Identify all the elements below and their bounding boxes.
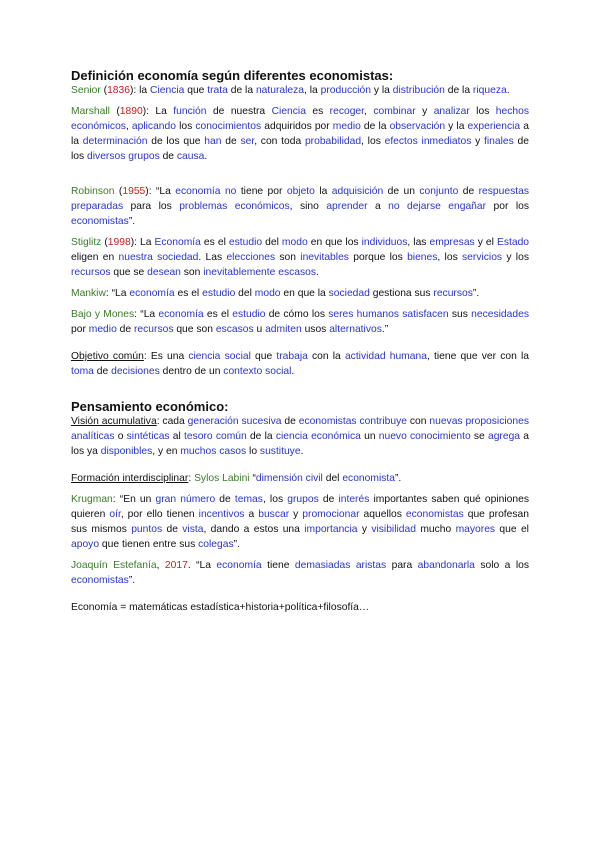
keyword: conjunto (419, 186, 459, 197)
text-run: de cómo los (265, 309, 329, 320)
text-run: con la (307, 351, 345, 362)
keyword: analizar (433, 106, 470, 117)
document-page (71, 68, 529, 615)
text-run: de los (71, 136, 529, 162)
text-run: . “La (187, 560, 217, 571)
text-run: un (360, 431, 379, 442)
keyword: función (173, 106, 207, 117)
text-run: de (116, 324, 134, 335)
keyword: nuevas proposiciones analíticas (71, 416, 529, 442)
section-label: Visión acumulativa (71, 416, 157, 427)
text-run: ( (109, 106, 120, 117)
keyword: distribución (392, 85, 445, 96)
keyword: nuestra sociedad (118, 252, 199, 263)
keyword: interés (338, 494, 370, 505)
text-run: ”. (472, 288, 480, 299)
text-run: es el (174, 288, 203, 299)
text-run: de (318, 494, 339, 505)
keyword: trabaja (276, 351, 308, 362)
text-run: los (469, 106, 496, 117)
keyword: respuestas preparadas (71, 186, 529, 212)
text-run: , los (262, 494, 288, 505)
text-run: a los ya (71, 431, 529, 457)
text-run: es el (203, 309, 233, 320)
keyword: contexto social (223, 366, 292, 377)
keyword: oír (109, 509, 121, 520)
keyword: desean (147, 267, 181, 278)
text-run: , por ello tienen (120, 509, 199, 520)
text-run: por los (486, 201, 529, 212)
text-run: tiene por (236, 186, 287, 197)
keyword: estudio (202, 288, 236, 299)
keyword: puntos (131, 524, 163, 535)
text-run: y (471, 136, 484, 147)
text-run: lo (246, 446, 260, 457)
text-run: de (221, 136, 241, 147)
text-run: , las (407, 237, 430, 248)
text-run: ”. (128, 575, 136, 586)
keyword: economistas (71, 575, 129, 586)
year: 1955 (122, 186, 146, 197)
text-run: de la (444, 85, 473, 96)
economics-formula: Economía = matemáticas estadística+historia+política+filosofía… (71, 602, 370, 613)
text-run: es el (200, 237, 229, 248)
text-run: dentro de un (159, 366, 224, 377)
text-run: por (71, 324, 89, 335)
keyword: necesidades (471, 309, 529, 320)
keyword: hechos económicos (71, 106, 529, 132)
keyword: efectos inmediatos (384, 136, 472, 147)
keyword: no dejarse engañar (388, 201, 487, 212)
text-run: de un (383, 186, 420, 197)
text-run: ”. (128, 216, 136, 227)
text-run: ( (100, 85, 108, 96)
keyword: muchos casos (180, 446, 247, 457)
text-run: porque los (348, 252, 408, 263)
text-run: . (291, 366, 295, 377)
senior-definition (71, 83, 529, 98)
text-run: o (114, 431, 127, 442)
keyword: vista (182, 524, 204, 535)
text-run: del (322, 473, 343, 484)
keyword: Economía (154, 237, 201, 248)
keyword: nuevo conocimiento (378, 431, 471, 442)
text-run: ( (101, 237, 108, 248)
text-run: a (244, 509, 259, 520)
text-run: son (180, 267, 204, 278)
text-run: de la (246, 431, 276, 442)
keyword: sintéticas (126, 431, 170, 442)
text-run: se (470, 431, 488, 442)
text-run: ): “La (145, 186, 176, 197)
text-run: , sino (289, 201, 327, 212)
keyword: sociedad (328, 288, 370, 299)
keyword: diversos grupos (87, 151, 160, 162)
text-run: con (406, 416, 430, 427)
text-run: : “La (105, 288, 130, 299)
text-run: solo a los (474, 560, 529, 571)
definitions-heading: Definición economía según diferentes economistas: (71, 68, 394, 83)
text-run: u (253, 324, 266, 335)
mankiw-definition (71, 286, 529, 301)
keyword: no (224, 186, 237, 197)
text-run: , (156, 560, 165, 571)
text-run: del (262, 237, 282, 248)
text-run: en que la (280, 288, 329, 299)
text-run: de (93, 366, 112, 377)
keyword: disponibles (100, 446, 153, 457)
text-run: de (458, 186, 479, 197)
text-run: , tiene que ver con la (426, 351, 530, 362)
author-name: Stiglitz (71, 237, 102, 248)
krugman-quote (71, 492, 529, 552)
text-run: y (415, 106, 434, 117)
section-label: Formación interdisciplinar (71, 473, 189, 484)
text-run: para los (123, 201, 180, 212)
text-run: y la (371, 85, 393, 96)
keyword: admiten (265, 324, 302, 335)
keyword: bienes (407, 252, 438, 263)
text-run: y (289, 509, 303, 520)
author-name: Krugman (71, 494, 113, 505)
stiglitz-definition (71, 235, 529, 280)
keyword: temas (234, 494, 263, 505)
keyword: Estado (496, 237, 530, 248)
keyword: economía (129, 288, 175, 299)
text-run: son (275, 252, 301, 263)
text-run: : cada (156, 416, 188, 427)
year: 1890 (119, 106, 143, 117)
text-run: . (204, 151, 208, 162)
text-run: de la (227, 85, 256, 96)
marshall-definition (71, 104, 529, 164)
text-run: usos (301, 324, 330, 335)
keyword: incentivos (198, 509, 245, 520)
section-label: Objetivo común (71, 351, 144, 362)
text-run: la (314, 186, 332, 197)
text-run: y los (502, 252, 529, 263)
keyword: toma (71, 366, 94, 377)
text-run: de la (360, 121, 390, 132)
text-run: a la (71, 121, 529, 147)
keyword: economía (158, 309, 204, 320)
keyword: causa (176, 151, 205, 162)
keyword: economista (342, 473, 395, 484)
text-run: . (300, 446, 304, 457)
author-name: Bajo y Mones (71, 309, 135, 320)
keyword: recoger (329, 106, 365, 117)
text-run: y la (445, 121, 468, 132)
keyword: modo (281, 237, 308, 248)
keyword: modo (254, 288, 281, 299)
keyword: ciencia social (188, 351, 251, 362)
text-run: de los que (147, 136, 205, 147)
author-name: Sylos Labini (194, 473, 250, 484)
keyword: finales (484, 136, 514, 147)
keyword: combinar (373, 106, 416, 117)
text-run: los (176, 121, 196, 132)
keyword: economistas (405, 509, 464, 520)
keyword: importancia (304, 524, 358, 535)
keyword: adquisición (331, 186, 384, 197)
text-run: : “En un (112, 494, 156, 505)
keyword: seres humanos (328, 309, 400, 320)
keyword: economistas (298, 416, 357, 427)
text-run: ): la (129, 85, 151, 96)
text-run: , dando a estos una (203, 524, 305, 535)
keyword: visibilidad (371, 524, 416, 535)
text-run: ): La (130, 237, 155, 248)
text-run: que (250, 351, 277, 362)
keyword: trata (207, 85, 228, 96)
text-run: ( (114, 186, 123, 197)
text-run: que se (110, 267, 148, 278)
author-name: Mankiw (71, 288, 106, 299)
robinson-definition (71, 184, 529, 229)
keyword: economía (216, 560, 262, 571)
text-run: de (159, 151, 177, 162)
keyword: buscar (258, 509, 290, 520)
text-run: , la (304, 85, 321, 96)
text-run: . Las (198, 252, 227, 263)
keyword: satisfacen (402, 309, 449, 320)
keyword: naturaleza (255, 85, 305, 96)
keyword: conocimientos (195, 121, 262, 132)
text-run: a (367, 201, 389, 212)
text-run: , con toda (254, 136, 305, 147)
text-run: del (235, 288, 255, 299)
keyword: inevitablemente escasos (203, 267, 317, 278)
year: 2017 (164, 560, 188, 571)
keyword: alternativos (329, 324, 382, 335)
text-run: “ (249, 473, 256, 484)
text-run: , (364, 106, 374, 117)
text-run: de (215, 494, 235, 505)
author-name: Robinson (71, 186, 115, 197)
text-run: es (305, 106, 330, 117)
common-objective (71, 349, 529, 379)
interdisciplinary-training (71, 471, 529, 486)
keyword: demasiadas aristas (294, 560, 387, 571)
text-run: de (162, 524, 183, 535)
text-run: que profesan sus mismos (71, 509, 529, 535)
keyword: economistas (71, 216, 129, 227)
economic-thought-heading: Pensamiento económico: (71, 399, 229, 414)
text-run: mucho (415, 524, 456, 535)
text-run: aquellos (359, 509, 406, 520)
keyword: ser (240, 136, 255, 147)
cumulative-vision (71, 414, 529, 459)
year: 1836 (107, 85, 130, 96)
keyword: inevitables (300, 252, 349, 263)
text-run: que el (495, 524, 529, 535)
keyword: gran número (155, 494, 216, 505)
keyword: dimensión civil (255, 473, 323, 484)
keyword: escasos (215, 324, 254, 335)
keyword: observación (389, 121, 446, 132)
keyword: elecciones (226, 252, 276, 263)
text-run: , los (437, 252, 463, 263)
text-run: para (386, 560, 418, 571)
keyword: empresas (429, 237, 475, 248)
keyword: recursos (71, 267, 111, 278)
keyword: estudio (232, 309, 266, 320)
keyword: aprender (326, 201, 368, 212)
year: 1998 (107, 237, 131, 248)
keyword: producción (320, 85, 372, 96)
keyword: tesoro común (184, 431, 247, 442)
text-run: , y en (152, 446, 181, 457)
keyword: individuos (361, 237, 408, 248)
text-run: : (188, 473, 195, 484)
text-run: gestiona sus (369, 288, 434, 299)
text-run: en que los (307, 237, 362, 248)
author-name: Marshall (71, 106, 110, 117)
keyword: servicios (462, 252, 503, 263)
keyword: ciencia económica (275, 431, 361, 442)
text-run: que tienen entre sus (99, 539, 199, 550)
keyword: aplicando (131, 121, 176, 132)
text-run: ): La (142, 106, 174, 117)
keyword: colegas (198, 539, 234, 550)
author-name: Joaquín Estefanía (71, 560, 157, 571)
text-run: : Es una (143, 351, 189, 362)
bajo-mones-definition (71, 307, 529, 337)
text-run: . (506, 85, 510, 96)
keyword: economía (175, 186, 221, 197)
keyword: grupos (287, 494, 319, 505)
text-run: que (184, 85, 208, 96)
keyword: medio (332, 121, 361, 132)
text-run: de (281, 416, 299, 427)
keyword: actividad humana (344, 351, 427, 362)
text-run: adquiridos por (261, 121, 333, 132)
text-run: , los (361, 136, 385, 147)
text-run: y el (474, 237, 497, 248)
text-run: que son (173, 324, 216, 335)
keyword: problemas económicos (179, 201, 290, 212)
author-name: Senior (71, 85, 101, 96)
keyword: experiencia (467, 121, 521, 132)
text-run: : “La (134, 309, 159, 320)
text-run: importantes saben qué opiniones quieren (71, 494, 529, 520)
keyword: contribuye (359, 416, 407, 427)
keyword: han (204, 136, 222, 147)
keyword: generación sucesiva (187, 416, 282, 427)
keyword: mayores (455, 524, 496, 535)
keyword: sustituye (259, 446, 301, 457)
keyword: Ciencia (150, 85, 185, 96)
keyword: objeto (286, 186, 315, 197)
text-run: de nuestra (206, 106, 272, 117)
text-run: ”. (394, 473, 402, 484)
text-run: y (357, 524, 372, 535)
text-run: tiene (261, 560, 295, 571)
keyword: decisiones (111, 366, 160, 377)
keyword: Ciencia (271, 106, 306, 117)
estefania-quote (71, 558, 529, 588)
keyword: abandonarla (417, 560, 475, 571)
keyword: recursos (133, 324, 174, 335)
text-run: al (169, 431, 185, 442)
text-run: .” (381, 324, 389, 335)
text-run: ”. (233, 539, 240, 550)
keyword: probabilidad (304, 136, 362, 147)
keyword: recursos (433, 288, 473, 299)
keyword: medio (88, 324, 117, 335)
keyword: apoyo (71, 539, 100, 550)
keyword: estudio (228, 237, 263, 248)
keyword: determinación (82, 136, 148, 147)
keyword: agrega (487, 431, 521, 442)
text-run: sus (448, 309, 472, 320)
text-run: . (316, 267, 319, 278)
keyword: promocionar (302, 509, 360, 520)
keyword: riqueza (472, 85, 507, 96)
text-run: eligen en (71, 252, 119, 263)
text-run: , (125, 121, 132, 132)
